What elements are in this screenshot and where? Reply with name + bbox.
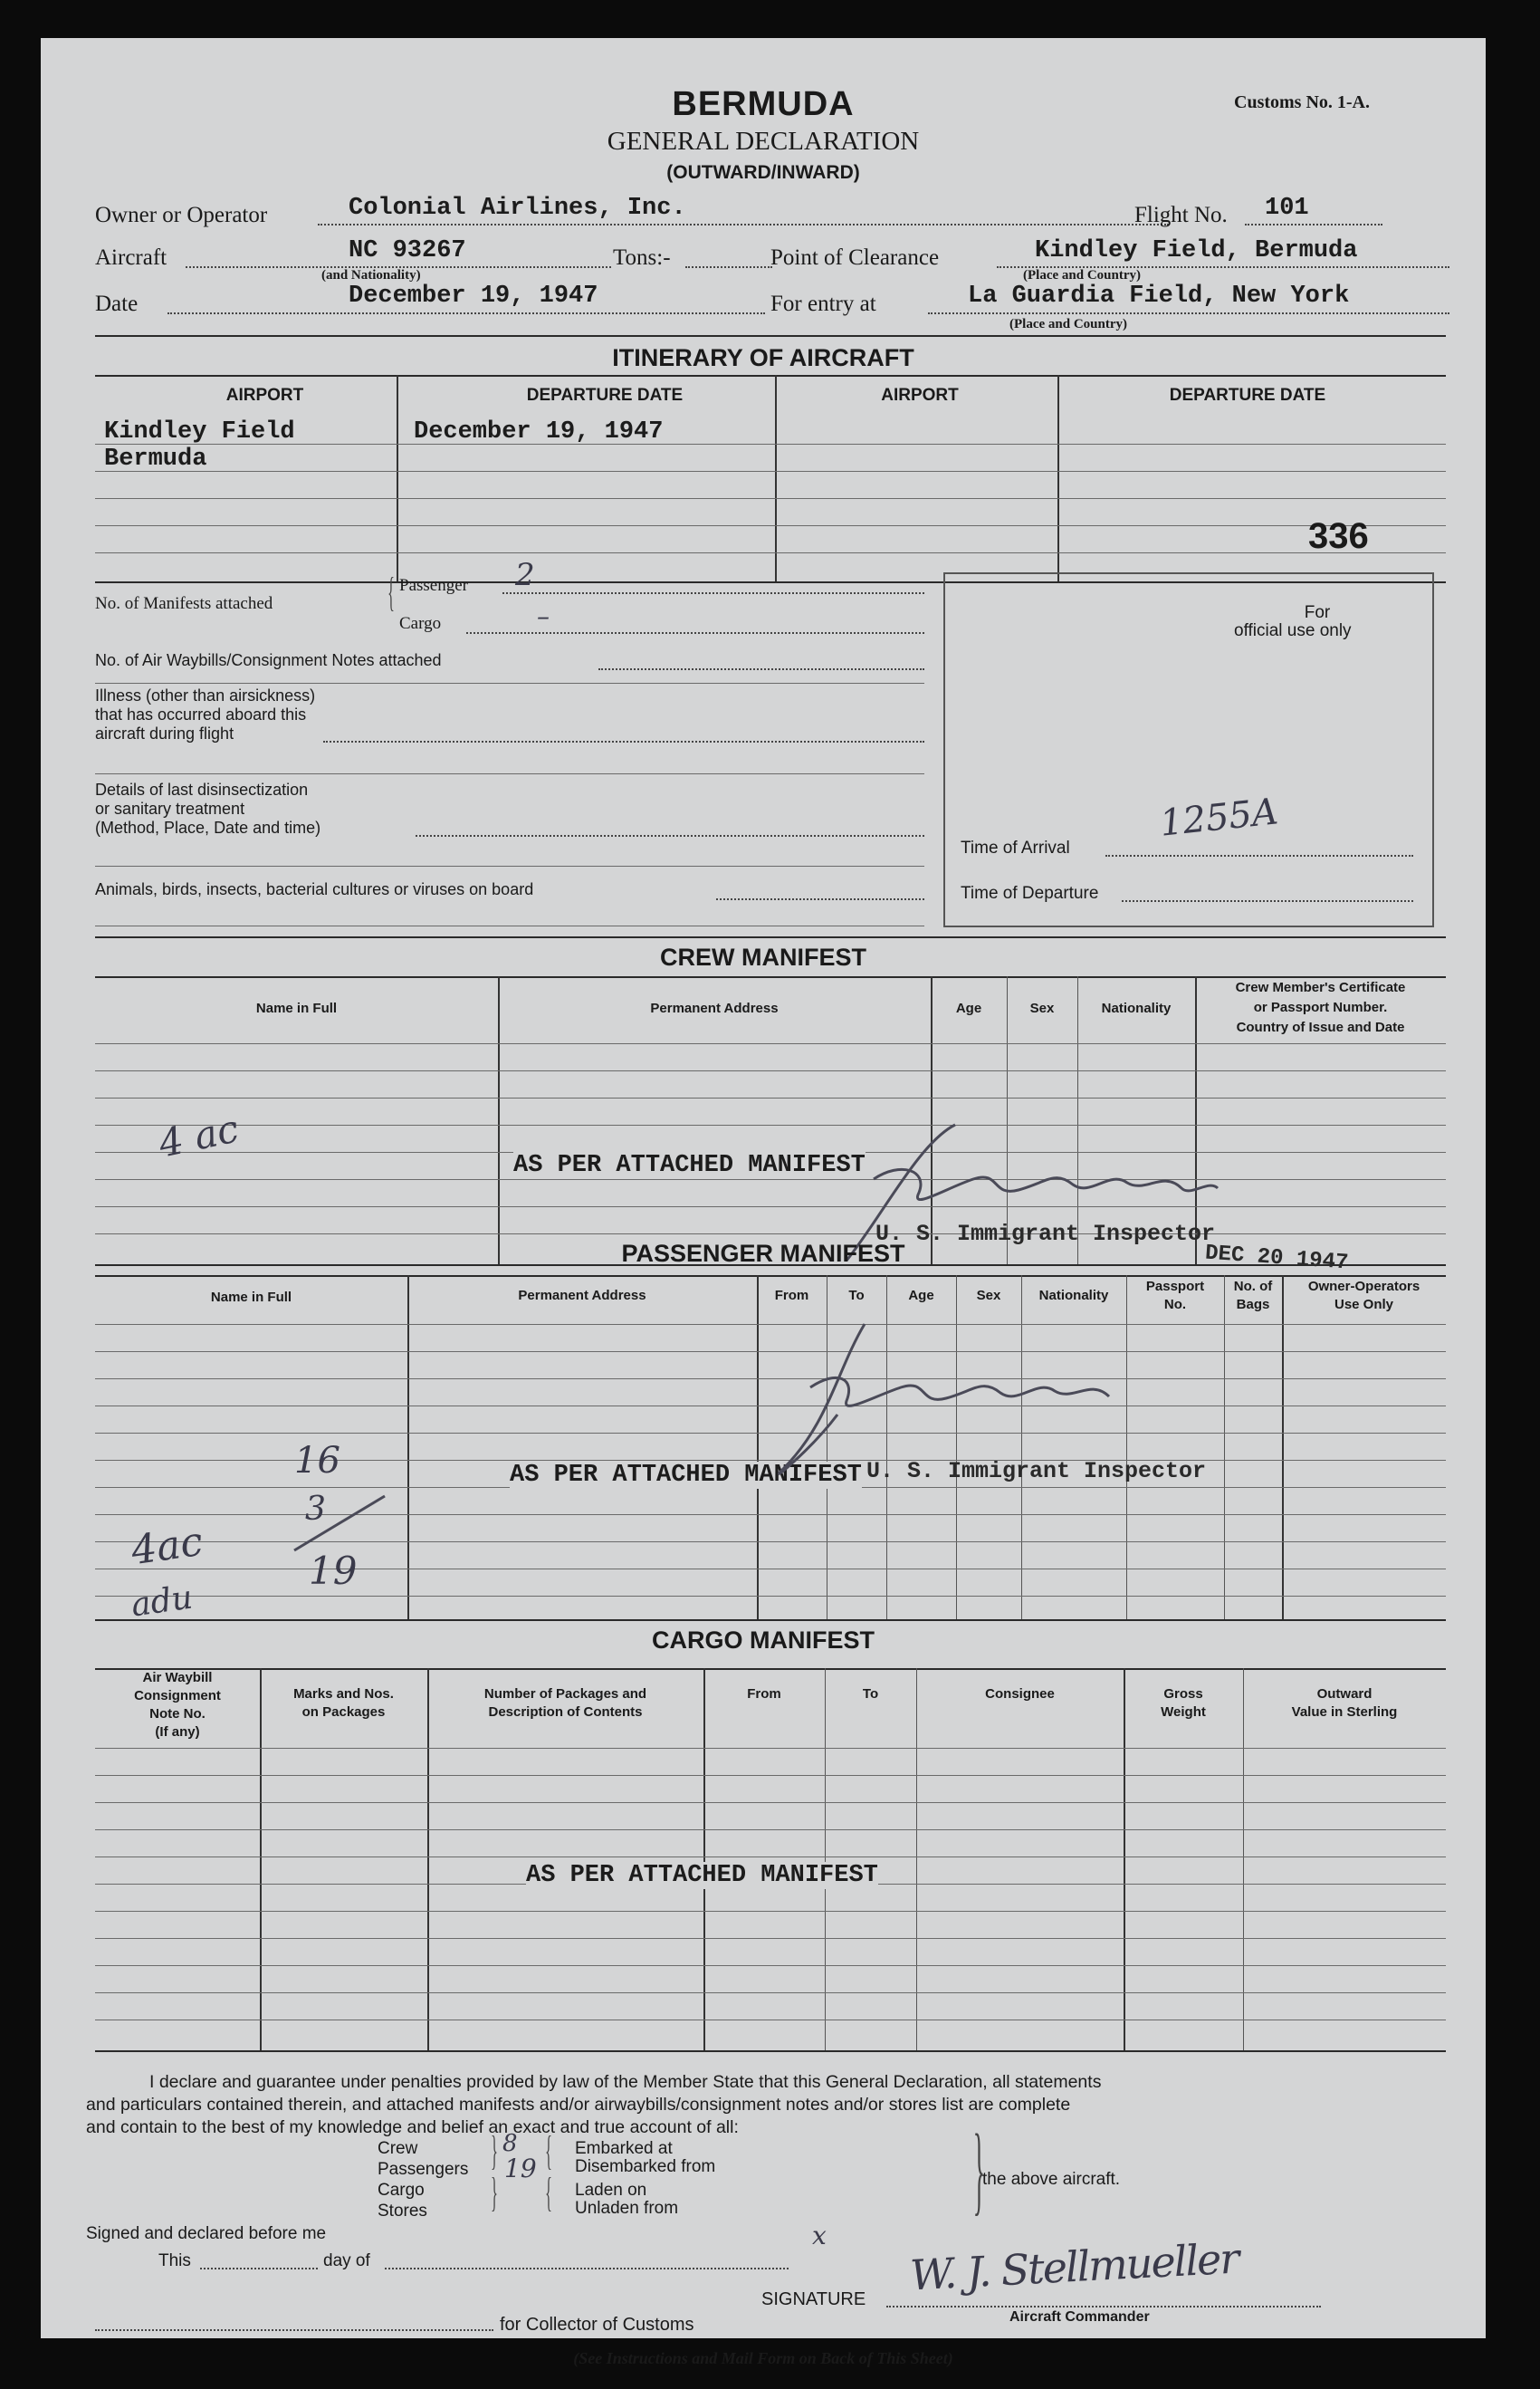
clearance-label: Point of Clearance bbox=[770, 245, 940, 270]
aircraft-value: NC 93267 bbox=[349, 237, 466, 264]
cargo-col-marks-line-1: Marks and Nos. bbox=[293, 1686, 394, 1702]
declaration-form bbox=[41, 38, 1486, 2367]
passenger-col-passport-line-1: Passport bbox=[1145, 1279, 1205, 1294]
passenger-title: PASSENGER MANIFEST bbox=[621, 1240, 905, 1267]
itinerary-col-departure-2: DEPARTURE DATE bbox=[1169, 386, 1326, 405]
crew-col-cert-line-2: or Passport Number. bbox=[1253, 1000, 1388, 1015]
cargo-col-number-line-2: Description of Contents bbox=[488, 1704, 643, 1720]
decl-hand-count-1: 8 bbox=[502, 2130, 518, 2157]
passenger-hand-count-1: 16 bbox=[294, 1440, 340, 1482]
crew-inspector-stamp: U. S. Immigrant Inspector bbox=[875, 1221, 1216, 1247]
place-country-note-2: (Place and Country) bbox=[1009, 317, 1127, 331]
crew-col-address: Permanent Address bbox=[650, 1001, 779, 1016]
crew-col-name: Name in Full bbox=[255, 1001, 338, 1016]
cargo-col-from: From bbox=[747, 1686, 781, 1702]
itinerary-departure-value: December 19, 1947 bbox=[414, 418, 664, 446]
manifests-label: No. of Manifests attached bbox=[95, 594, 273, 613]
passenger-hand-note-2: adu bbox=[129, 1578, 196, 1625]
passenger-count: 2 bbox=[515, 557, 535, 593]
crew-col-nationality: Nationality bbox=[1101, 1001, 1172, 1016]
brace-left-2: { bbox=[545, 2169, 552, 2215]
itinerary-title: ITINERARY OF AIRCRAFT bbox=[612, 344, 914, 371]
clearance-value: Kindley Field, Bermuda bbox=[1035, 237, 1358, 264]
passenger-inspector-stamp: U. S. Immigrant Inspector bbox=[866, 1458, 1207, 1484]
decl-signed-before: Signed and declared before me bbox=[86, 2224, 327, 2243]
brace-left: { bbox=[387, 569, 395, 615]
disinsect-line-3: (Method, Place, Date and time) bbox=[95, 819, 321, 837]
itinerary-col-departure: DEPARTURE DATE bbox=[526, 386, 684, 405]
decl-passengers: Passengers bbox=[378, 2160, 469, 2179]
decl-crew: Crew bbox=[378, 2139, 418, 2158]
declaration-line-3: and contain to the best of my knowledge and belief an exact and true account of all: bbox=[86, 2117, 739, 2137]
passenger-col-name: Name in Full bbox=[210, 1290, 292, 1305]
country-title: BERMUDA bbox=[672, 85, 855, 123]
official-label-line-2: official use only bbox=[1234, 621, 1352, 640]
passenger-col-from: From bbox=[774, 1288, 809, 1303]
brace-right-2: } bbox=[491, 2169, 498, 2215]
footer-note: (See Instructions and Mail Form on Back of This Sheet) bbox=[573, 2349, 953, 2367]
passenger-col-bags-line-2: Bags bbox=[1236, 1297, 1270, 1312]
cargo-col-number-line-1: Number of Packages and bbox=[483, 1686, 647, 1702]
cargo-col-waybill-line-4: (If any) bbox=[155, 1724, 200, 1740]
cargo-col-to: To bbox=[862, 1686, 879, 1702]
crew-col-sex: Sex bbox=[1029, 1001, 1055, 1016]
passenger-col-age: Age bbox=[908, 1288, 934, 1303]
cargo-col-gross-line-1: Gross bbox=[1163, 1686, 1203, 1702]
cargo-col-value-line-1: Outward bbox=[1316, 1686, 1373, 1702]
crew-title: CREW MANIFEST bbox=[660, 944, 866, 971]
passenger-hand-count-2: 3 bbox=[305, 1491, 326, 1528]
itinerary-airport-line-2: Bermuda bbox=[104, 446, 207, 473]
entry-value: La Guardia Field, New York bbox=[968, 283, 1350, 310]
place-country-note: (Place and Country) bbox=[1023, 268, 1141, 283]
decl-above-aircraft: the above aircraft. bbox=[982, 2170, 1121, 2189]
decl-this-label: This bbox=[158, 2251, 191, 2270]
official-label-line-1: For bbox=[1304, 603, 1331, 622]
page-number: 336 bbox=[1308, 516, 1369, 556]
crew-as-per-manifest: AS PER ATTACHED MANIFEST bbox=[513, 1152, 866, 1179]
aircraft-label: Aircraft bbox=[95, 245, 167, 270]
form-title: GENERAL DECLARATION bbox=[607, 127, 920, 156]
flight-label: Flight No. bbox=[1134, 203, 1228, 227]
cargo-count-label: Cargo bbox=[399, 614, 442, 633]
passenger-col-to: To bbox=[848, 1288, 865, 1303]
passenger-inspector-signature bbox=[756, 1288, 1172, 1496]
passenger-hand-note-1: 4ac bbox=[128, 1518, 206, 1575]
passenger-col-sex: Sex bbox=[976, 1288, 1001, 1303]
crew-col-cert-line-3: Country of Issue and Date bbox=[1236, 1020, 1405, 1035]
declaration-line-2: and particulars contained therein, and attached manifests and/or airwaybills/consignment notes and/or stores list are complete bbox=[86, 2095, 1071, 2115]
form-number: Customs No. 1-A. bbox=[1234, 92, 1370, 112]
waybills-label: No. of Air Waybills/Consignment Notes attached bbox=[95, 651, 442, 669]
arrival-label: Time of Arrival bbox=[961, 839, 1070, 858]
decl-day-of: day of bbox=[323, 2251, 370, 2270]
disinsect-line-1: Details of last disinsectization bbox=[95, 781, 309, 799]
form-subtitle: (OUTWARD/INWARD) bbox=[666, 162, 860, 183]
cargo-count: – bbox=[537, 601, 550, 631]
cargo-col-waybill-line-1: Air Waybill bbox=[142, 1670, 213, 1685]
cargo-as-per-manifest: AS PER ATTACHED MANIFEST bbox=[526, 1862, 878, 1889]
cargo-col-waybill-line-3: Note No. bbox=[149, 1706, 206, 1722]
date-label: Date bbox=[95, 292, 139, 316]
passenger-as-per-manifest: AS PER ATTACHED MANIFEST bbox=[510, 1462, 862, 1489]
hand-stroke bbox=[285, 1487, 394, 1559]
passenger-label: Passenger bbox=[399, 576, 468, 595]
cargo-col-gross-line-2: Weight bbox=[1161, 1704, 1206, 1720]
itinerary-col-airport-2: AIRPORT bbox=[881, 386, 959, 405]
decl-disembarked: Disembarked from bbox=[575, 2157, 716, 2176]
decl-unladen: Unladen from bbox=[575, 2199, 679, 2218]
date-value: December 19, 1947 bbox=[349, 283, 598, 310]
arrival-value: 1255A bbox=[1157, 791, 1280, 845]
crew-col-age: Age bbox=[955, 1001, 982, 1016]
decl-hand-count-2: 19 bbox=[504, 2154, 537, 2183]
brace-right-1: } bbox=[491, 2127, 498, 2173]
itinerary-airport-line-1: Kindley Field bbox=[104, 418, 295, 446]
brace-right-big: } bbox=[972, 2114, 986, 2224]
flight-value: 101 bbox=[1265, 195, 1309, 222]
passenger-col-address: Permanent Address bbox=[518, 1288, 646, 1303]
cargo-title: CARGO MANIFEST bbox=[652, 1626, 875, 1654]
nationality-note: (and Nationality) bbox=[321, 268, 421, 283]
declaration-line-1: I declare and guarantee under penalties provided by law of the Member State that this General Declaration, all statements bbox=[149, 2072, 1102, 2092]
decl-laden: Laden on bbox=[575, 2181, 647, 2200]
passenger-col-bags-line-1: No. of bbox=[1233, 1279, 1273, 1294]
owner-label: Owner or Operator bbox=[95, 203, 268, 227]
commander-signature: W. J. Stellmueller bbox=[908, 2233, 1239, 2300]
decl-cargo: Cargo bbox=[378, 2181, 425, 2200]
cargo-col-marks-line-2: on Packages bbox=[301, 1704, 386, 1720]
aircraft-commander-label: Aircraft Commander bbox=[1009, 2309, 1150, 2325]
cargo-col-consignee: Consignee bbox=[985, 1686, 1055, 1702]
passenger-date-stamp: DEC 20 1947 bbox=[1204, 1241, 1350, 1276]
passenger-col-nationality: Nationality bbox=[1038, 1288, 1109, 1303]
illness-line-1: Illness (other than airsickness) bbox=[95, 686, 316, 705]
brace-left-1: { bbox=[545, 2127, 552, 2173]
passenger-col-owner-line-1: Owner-Operators bbox=[1307, 1279, 1420, 1294]
disinsect-line-2: or sanitary treatment bbox=[95, 800, 245, 818]
tons-label: Tons:- bbox=[613, 245, 671, 270]
crew-col-cert-line-1: Crew Member's Certificate bbox=[1235, 980, 1406, 995]
departure-time-label: Time of Departure bbox=[961, 884, 1099, 903]
animals-label: Animals, birds, insects, bacterial cultures or viruses on board bbox=[95, 880, 534, 898]
entry-label: For entry at bbox=[770, 292, 876, 316]
cargo-col-value-line-2: Value in Sterling bbox=[1291, 1704, 1398, 1720]
cargo-col-waybill-line-2: Consignment bbox=[134, 1688, 221, 1703]
crew-handwritten-note: 4 ac bbox=[154, 1106, 243, 1166]
illness-line-2: that has occurred aboard this bbox=[95, 705, 307, 724]
decl-stores: Stores bbox=[378, 2202, 427, 2221]
signature-label: SIGNATURE bbox=[761, 2289, 866, 2309]
decl-signature-mark: x bbox=[812, 2221, 827, 2250]
collector-label: for Collector of Customs bbox=[500, 2315, 694, 2335]
passenger-col-owner-line-2: Use Only bbox=[1334, 1297, 1394, 1312]
itinerary-col-airport: AIRPORT bbox=[225, 386, 304, 405]
owner-value: Colonial Airlines, Inc. bbox=[349, 195, 686, 222]
passenger-col-passport-line-2: No. bbox=[1163, 1297, 1187, 1312]
passenger-hand-count-3: 19 bbox=[309, 1549, 358, 1593]
official-use-box bbox=[943, 572, 1434, 927]
decl-embarked: Embarked at bbox=[575, 2139, 673, 2158]
illness-line-3: aircraft during flight bbox=[95, 724, 234, 743]
